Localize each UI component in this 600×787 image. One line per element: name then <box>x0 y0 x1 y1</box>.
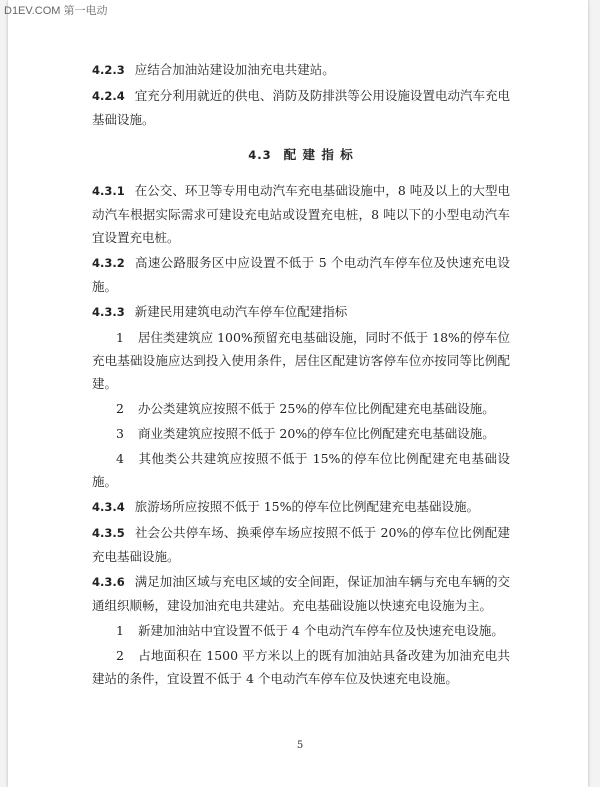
item-number: 2 <box>116 401 124 416</box>
paragraph <box>92 521 510 568</box>
item-text: 占地面积在 1500 平方米以上的既有加油站具备改建为加油充电共建站的条件，宜设置不低于 4 个电动汽车停车位及快速充电设施。 <box>92 648 510 686</box>
clause-text: 宜充分利用就近的供电、消防及防排洪等公用设施设置电动汽车充电基础设施。 <box>92 88 510 127</box>
clause-number: 4.3.4 <box>92 500 125 514</box>
item-text: 商业类建筑应按照不低于 20%的停车位比例配建充电基础设施。 <box>137 426 495 441</box>
list-item <box>92 644 510 690</box>
item-number: 1 <box>116 623 124 638</box>
paragraph <box>92 58 510 82</box>
item-text: 新建加油站中宜设置不低于 4 个电动汽车停车位及快速充电设施。 <box>137 623 504 638</box>
clause-text: 社会公共停车场、换乘停车场应按照不低于 20%的停车位比例配建充电基础设施。 <box>92 525 510 564</box>
clause-text: 在公交、环卫等专用电动汽车充电基础设施中，8 吨及以上的大型电动汽车根据实际需求可建设充电站或设置充电桩，8 吨以下的小型电动汽车宜设置充电桩。 <box>92 183 510 245</box>
clause-text: 满足加油区域与充电区域的安全间距，保证加油车辆与充电车辆的交通组织顺畅，建设加油充电共建站。充电基础设施以快速充电设施为主。 <box>92 574 510 613</box>
section-number: 4.3 <box>248 148 272 162</box>
clause-number: 4.3.6 <box>92 575 125 589</box>
paragraph <box>92 570 510 617</box>
document-body <box>92 58 510 692</box>
paragraph <box>92 251 510 298</box>
clause-text: 旅游场所应按照不低于 15%的停车位比例配建充电基础设施。 <box>134 499 480 514</box>
clause-text: 应结合加油站建设加油充电共建站。 <box>134 62 335 77</box>
clause-number: 4.2.3 <box>92 63 125 77</box>
item-text: 其他类公共建筑应按照不低于 15%的停车位比例配建充电基础设施。 <box>92 451 510 489</box>
paragraph <box>92 495 510 519</box>
section-heading <box>92 143 510 167</box>
item-number: 2 <box>116 648 124 663</box>
clause-number: 4.2.4 <box>92 89 125 103</box>
paragraph <box>92 179 510 249</box>
list-item <box>92 422 510 445</box>
site-watermark: D1EV.COM 第一电动 <box>4 5 108 17</box>
clause-text: 高速公路服务区中应设置不低于 5 个电动汽车停车位及快速充电设施。 <box>92 255 510 294</box>
clause-number: 4.3.1 <box>92 184 125 198</box>
clause-number: 4.3.2 <box>92 256 125 270</box>
list-item <box>92 447 510 493</box>
clause-number: 4.3.5 <box>92 526 125 540</box>
paragraph <box>92 84 510 131</box>
item-number: 1 <box>116 330 124 345</box>
clause-text: 新建民用建筑电动汽车停车位配建指标 <box>134 304 348 319</box>
list-item <box>92 397 510 420</box>
item-text: 居住类建筑应 100%预留充电基础设施，同时不低于 18%的停车位充电基础设施应达到投入使用条件，居住区配建访客停车位亦按同等比例配建。 <box>92 330 510 391</box>
item-text: 办公类建筑应按照不低于 25%的停车位比例配建充电基础设施。 <box>137 401 495 416</box>
clause-number: 4.3.3 <box>92 305 125 319</box>
page-number: 5 <box>296 740 304 751</box>
item-number: 3 <box>116 426 124 441</box>
item-number: 4 <box>116 451 124 466</box>
section-title: 配 建 指 标 <box>283 147 354 162</box>
list-item <box>92 326 510 395</box>
list-item <box>92 619 510 642</box>
paragraph <box>92 300 510 324</box>
